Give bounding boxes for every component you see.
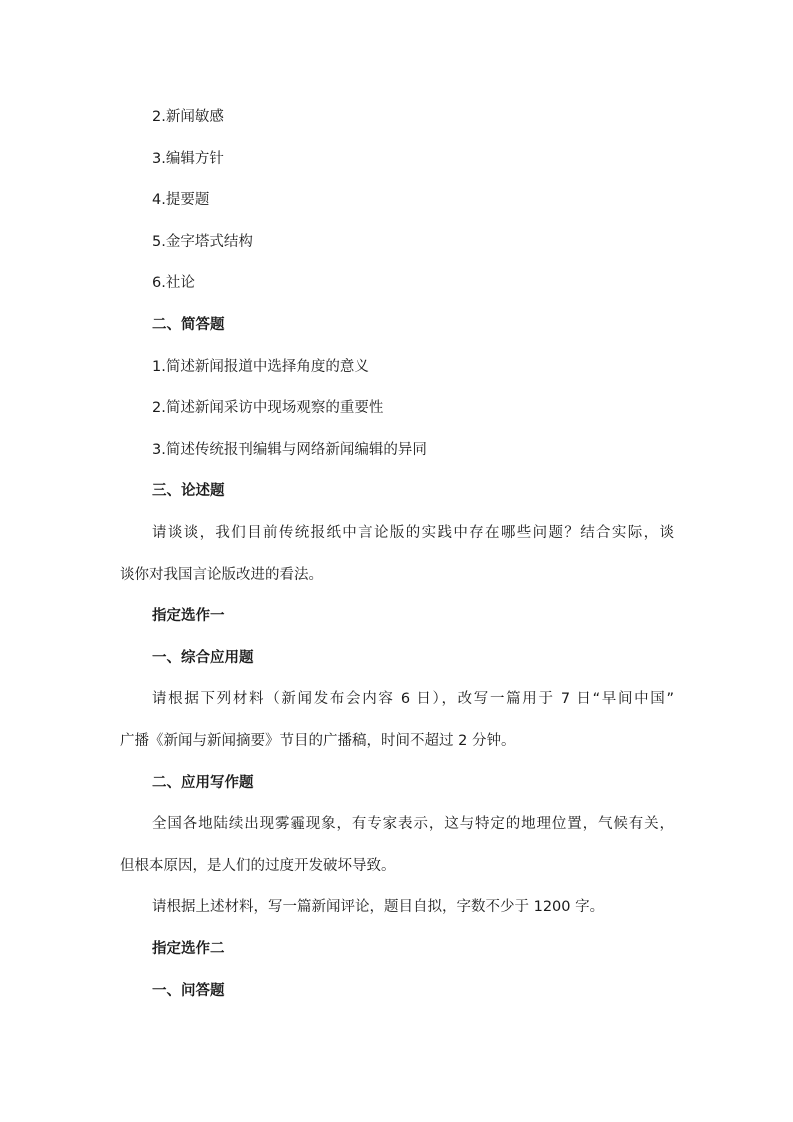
paragraph-line: 但根本原因，是人们的过度开发破坏导致。 [120, 858, 396, 874]
question-1: 1.简述新闻报道中选择角度的意义 [152, 359, 369, 375]
section-heading-elective-2: 指定选作二 [152, 941, 225, 957]
term-5: 5.金字塔式结构 [152, 234, 253, 250]
term-4: 4.提要题 [152, 192, 210, 208]
paragraph-line: 全国各地陆续出现雾霾现象，有专家表示，这与特定的地理位置，气候有关， [152, 816, 674, 832]
section-heading-qa: 一、问答题 [152, 983, 225, 999]
section-heading-short-answer: 二、简答题 [152, 317, 225, 333]
term-2: 2.新闻敏感 [152, 109, 224, 125]
section-heading-essay: 三、论述题 [152, 483, 225, 499]
paragraph-line: 谈你对我国言论版改进的看法。 [120, 567, 323, 583]
paragraph-line: 广播《新闻与新闻摘要》节目的广播稿，时间不超过 2 分钟。 [120, 733, 516, 749]
paragraph-line: 请根据下列材料（新闻发布会内容 6 日），改写一篇用于 7 日“早间中国” [152, 691, 674, 707]
section-heading-elective-1: 指定选作一 [152, 608, 225, 624]
section-heading-comprehensive: 一、综合应用题 [152, 650, 254, 666]
section-heading-applied-writing: 二、应用写作题 [152, 775, 254, 791]
term-3: 3.编辑方针 [152, 151, 224, 167]
paragraph-line: 请根据上述材料，写一篇新闻评论，题目自拟，字数不少于 1200 字。 [152, 899, 605, 915]
paragraph-line: 请谈谈，我们目前传统报纸中言论版的实践中存在哪些问题？结合实际，谈 [152, 525, 674, 541]
term-6: 6.社论 [152, 275, 195, 291]
question-3: 3.简述传统报刊编辑与网络新闻编辑的异同 [152, 442, 427, 458]
question-2: 2.简述新闻采访中现场观察的重要性 [152, 400, 384, 416]
